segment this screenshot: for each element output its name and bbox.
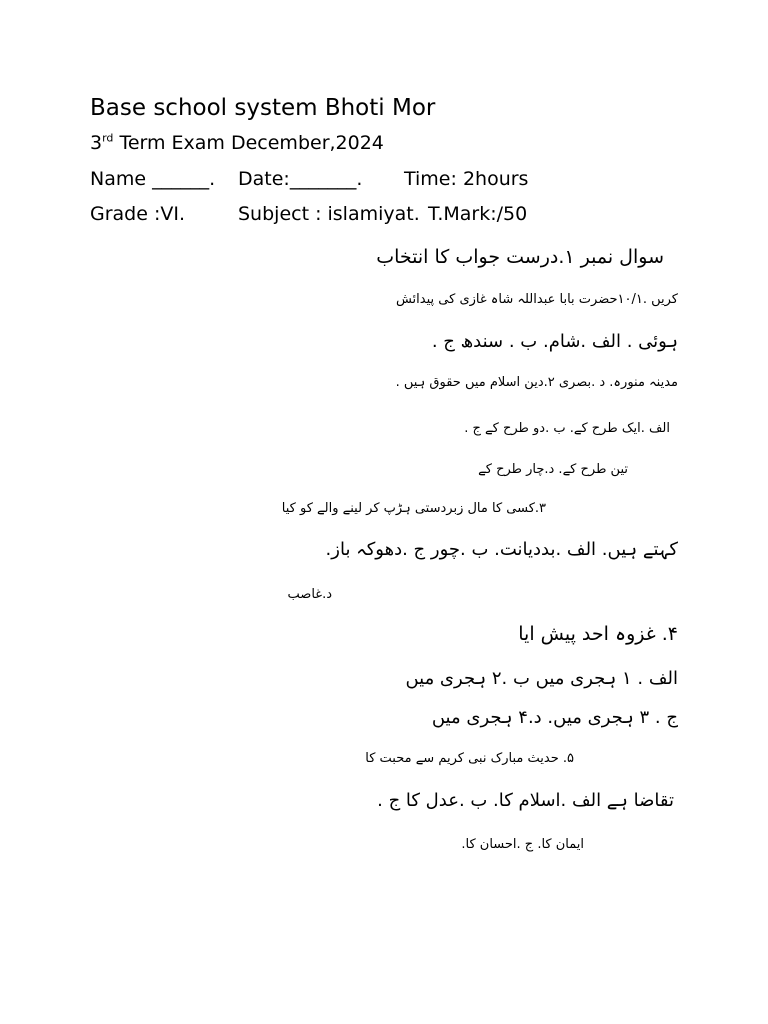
question-line: تقاضا ہے الف .اسلام کا. ب .عدل کا ج . bbox=[377, 790, 674, 811]
question-line: د.غاصب bbox=[287, 587, 332, 602]
subject-label: Subject : islamiyat. bbox=[238, 203, 420, 225]
time-label: Time: 2hours bbox=[404, 168, 529, 190]
question-line: کریں .۱۰/۱حضرت بابا عبداللہ شاہ غازی کی پیدائش bbox=[395, 292, 678, 307]
marks-label: T.Mark:/50 bbox=[428, 203, 528, 225]
question-line: الف . ۱ ہجری میں ب .۲ ہجری میں bbox=[405, 668, 678, 689]
term-title bbox=[90, 131, 384, 154]
question-line: ج . ۳ ہجری میں. د.۴ ہجری میں bbox=[431, 707, 678, 728]
name-label: Name ______. bbox=[90, 168, 216, 190]
question-line: ایمان کا. ج .احسان کا. bbox=[461, 837, 584, 852]
question-line: ۳.کسی کا مال زبردستی ہڑپ کر لینے والے کو کیا bbox=[281, 501, 546, 516]
school-name: Base school system Bhoti Mor bbox=[90, 95, 436, 121]
term-superscript: rd bbox=[102, 131, 114, 145]
date-label: Date:_______. bbox=[238, 168, 363, 190]
question-line: تین طرح کے. د.چار طرح کے bbox=[478, 462, 628, 477]
question-line: الف .ایک طرح کے. ب .دو طرح کے ج . bbox=[464, 421, 670, 436]
question-line: ۵. حدیث مبارک نبی کریم سے محبت کا bbox=[365, 751, 574, 766]
section-heading: سوال نمبر ۱.درست جواب کا انتخاب bbox=[376, 246, 664, 268]
term-number: 3 bbox=[90, 132, 103, 154]
question-line: ہوئی . الف .شام. ب . سندھ ج . bbox=[431, 331, 678, 352]
question-line: مدینہ منورہ. د .بصری ۲.دین اسلام میں حقوق ہیں . bbox=[395, 375, 678, 390]
question-line: کہتے ہیں. الف .بددیانت. ب .چور ج .دھوکہ باز. bbox=[325, 539, 678, 560]
grade-label: Grade :VI. bbox=[90, 203, 186, 225]
question-line: ۴. غزوہ احد پیش ایا bbox=[518, 623, 678, 645]
term-text: Term Exam December,2024 bbox=[113, 132, 384, 154]
